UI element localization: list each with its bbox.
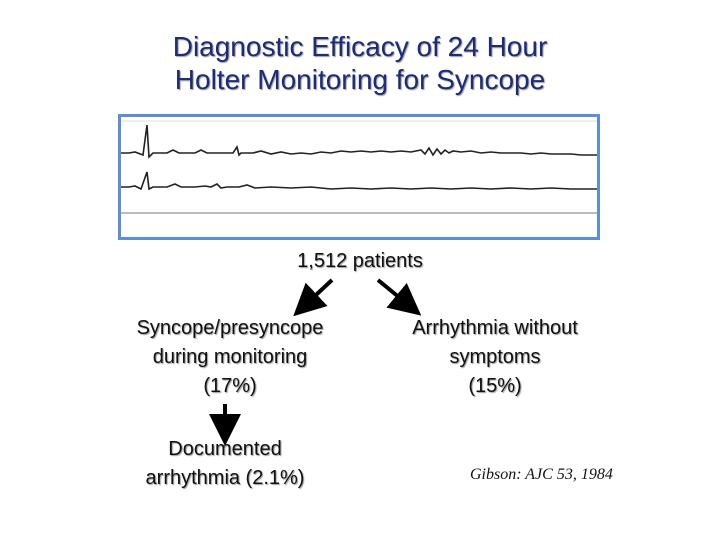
- node-documented-line-2: arrhythmia (2.1%): [145, 467, 305, 489]
- citation: Gibson: AJC 53, 1984: [470, 466, 613, 483]
- slide-title-line-2: Holter Monitoring for Syncope: [174, 64, 546, 95]
- node-total-patients-label: 1,512 patients: [297, 250, 423, 272]
- node-arrhythmia-line-2: symptoms: [449, 346, 541, 368]
- node-arrhythmia-percent: (15%): [468, 375, 522, 397]
- node-arrhythmia-line-1: Arrhythmia without: [412, 317, 578, 339]
- node-syncope-line-1: Syncope/presyncope: [136, 317, 324, 339]
- node-documented-line-1: Documented: [168, 438, 282, 460]
- node-syncope-during-monitoring: [90, 314, 370, 401]
- node-total-patients: [230, 247, 490, 276]
- node-documented-arrhythmia: [100, 435, 350, 493]
- slide-title-line-1: Diagnostic Efficacy of 24 Hour: [172, 31, 548, 62]
- arrow-to-syncope: [302, 280, 332, 308]
- arrow-to-arrhythmia: [378, 280, 412, 308]
- node-syncope-percent: (17%): [203, 375, 257, 397]
- node-arrhythmia-without-symptoms: [360, 314, 630, 401]
- node-syncope-line-2: during monitoring: [152, 346, 308, 368]
